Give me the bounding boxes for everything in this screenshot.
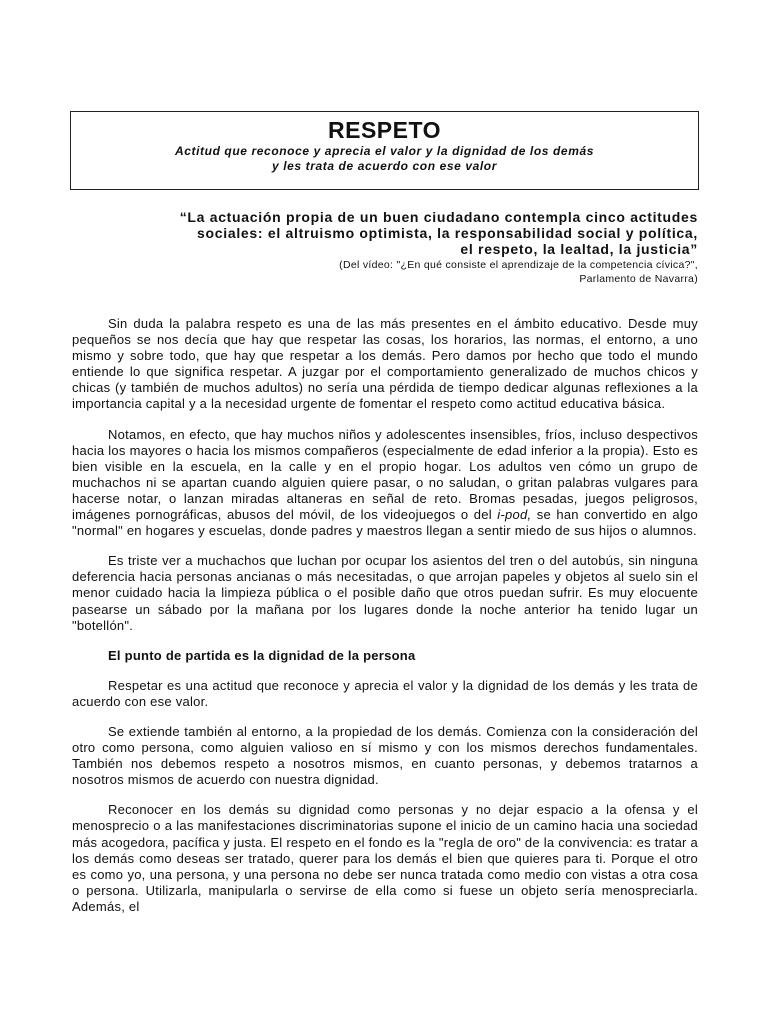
- source-line-2: Parlamento de Navarra): [579, 273, 698, 285]
- subtitle-line-2: y les trata de acuerdo con ese valor: [271, 159, 498, 173]
- title-box: [70, 111, 699, 190]
- paragraph-5: Se extiende también al entorno, a la propiedad de los demás. Comienza con la consideración del otro como persona, como alguien valioso en sí mismo y con los mismos derechos fundamentales. También nos debemos respeto a nosotros mismos, en cuanto personas, y debemos tratarnos a nosotros mismos de acuerdo con nuestra dignidad.: [72, 723, 698, 788]
- paragraph-2: [72, 427, 698, 540]
- paragraph-4: Respetar es una actitud que reconoce y aprecia el valor y la dignidad de los demás y les trata de acuerdo con ese valor.: [72, 677, 698, 709]
- epigraph-quote: [120, 209, 698, 257]
- section-heading: El punto de partida es la dignidad de la persona: [108, 647, 416, 663]
- quote-source: [120, 258, 698, 286]
- paragraph-1: Sin duda la palabra respeto es una de las más presentes en el ámbito educativo. Desde muy pequeños se nos decía que hay que respetar las cosas, los horarios, las normas, el entorno, a uno mismo y sobre todo, que hay que respetar a los demás. Pero damos por hecho que todo el mundo entiende lo que significa respetar. A juzgar por el comportamiento generalizado de muchos chicos y chicas (y también de muchos adultos) no sería una pérdida de tiempo dedicar algunas reflexiones a la importancia capital y a la necesidad urgente de fomentar el respeto como actitud educativa básica.: [72, 316, 698, 412]
- paragraph-2-italic: i-pod,: [497, 507, 532, 523]
- paragraph-2-text-a: Notamos, en efecto, que hay muchos niños y adolescentes insensibles, fríos, incluso despectivos hacia los mayores o hacia los mismos compañeros (especialmente de edad inferior a la propia). Esto es bien visible en la escuela, en la calle y en el propio hogar. Los adultos ven cómo un grupo de muchachos ni se apartan cuando alguien quiere pasar, o no saludan, o gritan palabras vulgares para hacerse notar, o lanzan miradas altaneras en señal de reto. Bromas pesadas, juegos peligrosos, imágenes pornográficas, abusos del móvil, de los videojuegos o del: [72, 426, 698, 523]
- document-body: [72, 316, 698, 915]
- quote-line-1: “La actuación propia de un buen ciudadano contempla cinco actitudes: [179, 209, 698, 225]
- quote-line-2: sociales: el altruismo optimista, la responsabilidad social y política,: [197, 225, 698, 241]
- paragraph-2-text-b: se han convertido en algo "normal" en hogares y escuelas, donde padres y maestros llegan a sentir miedo de sus hijos o alumnos.: [72, 507, 699, 539]
- subtitle-line-1: Actitud que reconoce y aprecia el valor y la dignidad de los demás: [174, 144, 595, 158]
- source-line-1: (Del vídeo: "¿En qué consiste el aprendizaje de la competencia cívica?",: [339, 259, 698, 271]
- document-title: RESPETO: [328, 117, 441, 143]
- paragraph-6: Reconocer en los demás su dignidad como personas y no dejar espacio a la ofensa y el menosprecio o a las manifestaciones discriminatorias supone el inicio de un camino hacia una sociedad más acogedora, pacífica y justa. El respeto en el fondo es la "regla de oro" de la convivencia: es tratar a los demás como deseas ser tratado, querer para los demás el bien que quieres para ti. Porque el otro es como yo, una persona, y una persona no debe ser nunca tratada como medio con vistas a otra cosa o persona. Utilizarla, manipularla o servirse de ella como si fuese un objeto sería menospreciarla. Además, el: [72, 802, 698, 914]
- paragraph-3: Es triste ver a muchachos que luchan por ocupar los asientos del tren o del autobús, sin ninguna deferencia hacia personas ancianas o más necesitadas, o que arrojan papeles y objetos al suelo sin el menor cuidado hacia la limpieza pública o el posible daño que otros puedan sufrir. Es muy elocuente pasearse un sábado por la mañana por los lugares donde la noche anterior ha tenido lugar un "botellón".: [72, 553, 698, 633]
- quote-line-3: el respeto, la lealtad, la justicia”: [460, 241, 698, 257]
